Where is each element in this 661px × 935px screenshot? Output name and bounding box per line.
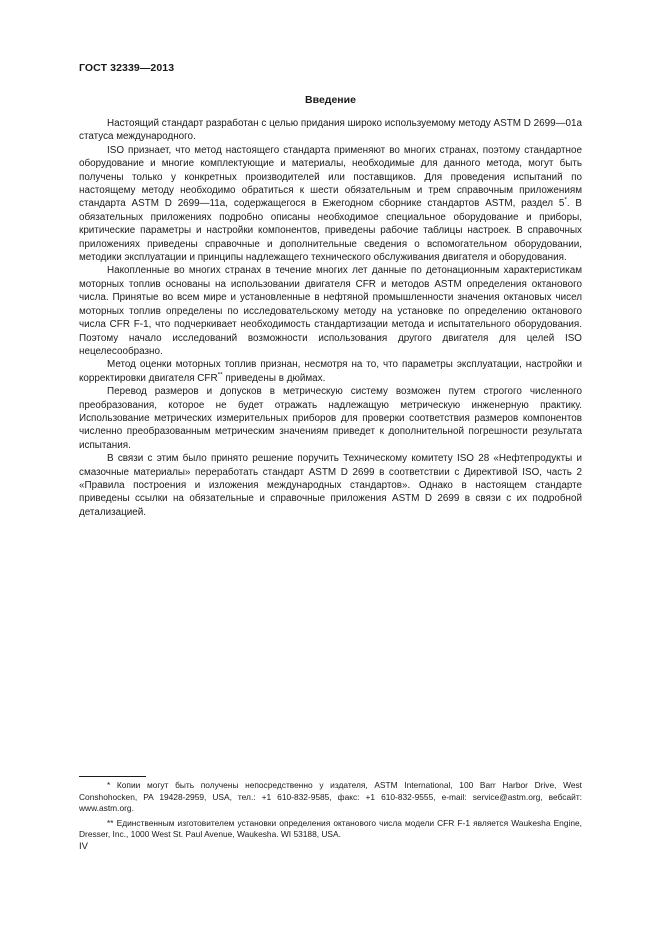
page-number: IV <box>79 841 88 852</box>
paragraph-2-text-b: . В обязательных приложениях подробно описаны необходимое специальное оборудование и приборы, критические параметры и настройки компонентов, приведены рабочие таблицы настроек. В справочных приложениях приведены справочные и дополнительные сведения о вспомогательном оборудовании, методики эксплуатации и принципы надлежащего технического обслуживания двигателя и оборудования. <box>79 198 583 264</box>
paragraph-2-text-a: ISO признает, что метод настоящего стандарта применяют во многих странах, поэтому стандартное оборудование и многие комплектующие и материалы, необходимые для данного метода, могут быть получены только у конкретных производителей или поставщиков. Для проведения испытаний по настоящему методу необходимо обратиться к шести обязательным и трем справочным приложениям стандарта ASTM D 2699—11a, содержащегося в Ежегодном сборнике стандартов ASTM, раздел 5 <box>79 144 582 210</box>
document-header: ГОСТ 32339—2013 <box>79 62 175 74</box>
paragraph-3: Накопленные во многих странах в течение многих лет данные по детонационным характеристикам моторных топлив основаны на использовании двигателя CFR и методов ASTM определения октанового числа. Принятые во всем мире и установленные в нефтяной промышленности значения октановых чисел моторных топлив определены по исследовательскому методу на установке по определению октанового числа CFR F-1, что подчеркивает необходимость стандартизации метода и испытательного оборудования. Поэтому начало исследований возможности использования другого двигателя для целей ISO нецелесообразно. <box>79 265 582 357</box>
paragraph-2 <box>79 144 582 265</box>
section-title: Введение <box>305 94 356 106</box>
body-text <box>79 117 582 519</box>
footnote-2: ** Единственным изготовителем установки определения октанового числа модели CFR F-1 является Waukesha Engine, Dresser, Inc., 1000 West St. Paul Avenue, Waukesha. WI 53188, USA. <box>79 817 582 840</box>
footnotes <box>79 780 582 844</box>
footnote-separator <box>79 776 146 777</box>
paragraph-4-text-b: приведены в дюймах. <box>222 372 326 384</box>
paragraph-6: В связи с этим было принято решение поручить Техническому комитету ISO 28 «Нефтепродукты и смазочные материалы» переработать стандарт ASTM D 2699 в соответствии с Директивой ISO, часть 2 «Правила построения и изложения международных стандартов». Однако в настоящем стандарте приведены ссылки на обязательные и справочные приложения ASTM D 2699 в связи с их подробной детализацией. <box>79 453 582 518</box>
footnote-ref-2: ** <box>217 371 223 379</box>
footnote-1: * Копии могут быть получены непосредственно у издателя, ASTM International, 100 Barr Harbor Drive, West Conshohocken, PA 19428-2959, USA, тел.: +1 610-832-9585, факс: +1 610-832-9555, e-mail: service@astm.org, вебсайт: www.astm.org. <box>79 780 582 814</box>
paragraph-5: Перевод размеров и допусков в метрическую систему возможен путем строгого численного преобразования, которое не будет отражать надлежащую метрическую инженерную практику. Использование метрических измерительных приборов для проверки соответствия размеров компонентов численно преобразованным метрическим значениям приведет к дополнительной погрешности результата испытания. <box>79 386 582 451</box>
footnote-ref-1: * <box>564 197 567 205</box>
paragraph-1: Настоящий стандарт разработан с целью придания широко используемому методу ASTM D 2699—01a статуса международного. <box>79 118 582 143</box>
paragraph-4 <box>79 358 582 385</box>
paragraph-4-text-a: Метод оценки моторных топлив признан, несмотря на то, что параметры эксплуатации, настройки и корректировки двигателя CFR <box>79 359 582 384</box>
